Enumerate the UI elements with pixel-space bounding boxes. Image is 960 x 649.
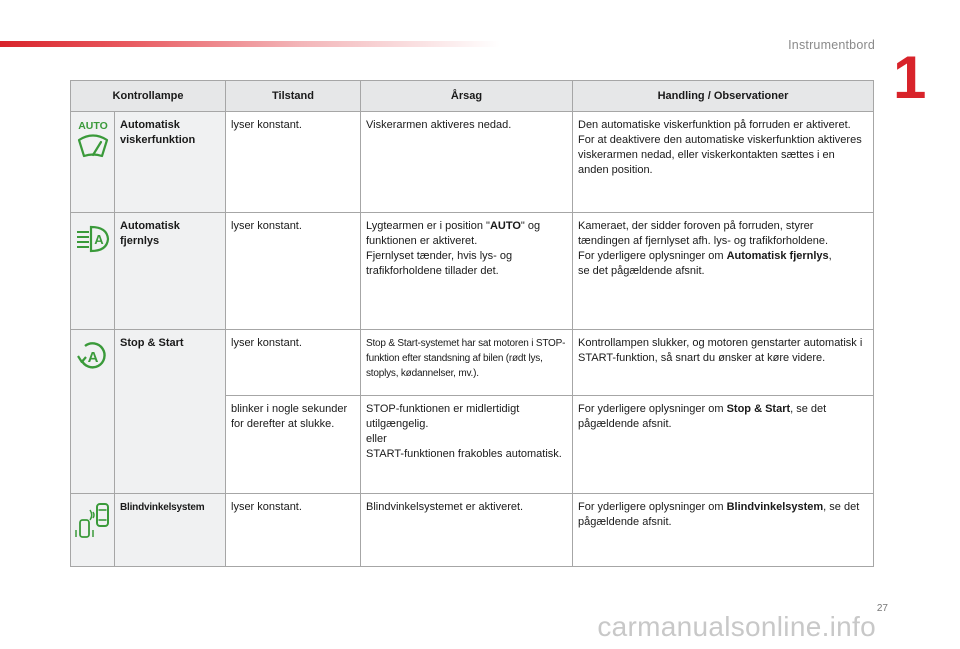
state-cell: lyser konstant. <box>226 112 361 213</box>
icon-cell <box>71 330 115 494</box>
header-accent-bar <box>0 41 500 47</box>
action-reference: Blindvinkelsystem <box>726 501 824 513</box>
action-reference: Stop & Start <box>726 403 791 415</box>
header-arsag: Årsag <box>361 81 573 112</box>
action-text-end: , se det pågældende afsnit. <box>578 403 827 430</box>
action-cell <box>573 213 874 330</box>
action-text-end: , se det pågældende afsnit. <box>578 250 832 277</box>
cause-cell: STOP-funktionen er midlertidigt utilgængelig. eller START-funktionen frakobles automatisk. <box>361 396 573 494</box>
cause-cell: Viskerarmen aktiveres nedad. <box>361 112 573 213</box>
action-cell <box>573 494 874 567</box>
lamp-name: Stop & Start <box>115 330 226 494</box>
state-cell: lyser konstant. <box>226 213 361 330</box>
header-handling: Handling / Observationer <box>573 81 874 112</box>
warning-lamp-table <box>70 80 874 567</box>
header-kontrollampe: Kontrollampe <box>71 81 226 112</box>
action-cell: Kontrollampen slukker, og motoren genstarter automatisk i START-funktion, så snart du ønsker at køre videre. <box>573 330 874 396</box>
icon-cell <box>71 213 115 330</box>
state-cell: lyser konstant. <box>226 330 361 396</box>
blind-spot-icon <box>73 500 113 540</box>
stop-start-a-label: A <box>87 349 98 366</box>
action-text: For yderligere oplysninger om <box>578 501 727 513</box>
icon-cell <box>71 494 115 567</box>
lamp-name: Automatisk fjernlys <box>115 213 226 330</box>
lamp-name: Automatisk viskerfunktion <box>115 112 226 213</box>
cause-cell <box>361 213 573 330</box>
action-cell: Den automatiske viskerfunktion på forruden er aktiveret. For at deaktivere den automatiske viskerfunktion aktiveres viskerarmen nedad, eller viskerkontakten sættes i en anden position. <box>573 112 874 213</box>
action-text: For yderligere oplysninger om <box>578 403 727 415</box>
section-title: Instrumentbord <box>788 38 875 52</box>
table-row <box>71 494 874 567</box>
cause-text-end: " og funktionen er aktiveret. Fjernlyset tænder, hvis lys- og trafikforholdene tillader det. <box>366 220 541 277</box>
action-reference: Automatisk fjernlys <box>726 250 829 262</box>
stop-start-icon <box>73 336 113 376</box>
table-row <box>71 112 874 213</box>
table-row <box>71 213 874 330</box>
action-text: Kameraet, der sidder foroven på forruden, styrer tændingen af fjernlyset afh. lys- og trafikforholdene. For yderligere oplysninger om <box>578 220 829 262</box>
auto-wiper-icon <box>73 118 113 164</box>
beam-a-label: A <box>93 232 104 247</box>
state-cell: lyser konstant. <box>226 494 361 567</box>
auto-high-beam-icon <box>73 219 113 255</box>
table-row <box>71 330 874 396</box>
action-cell <box>573 396 874 494</box>
icon-cell <box>71 112 115 213</box>
watermark: carmanualsonline.info <box>597 611 876 642</box>
cause-cell: Blindvinkelsystemet er aktiveret. <box>361 494 573 567</box>
page-number: 27 <box>876 603 888 614</box>
chapter-number: 1 <box>893 44 927 111</box>
lamp-name: Blindvinkelsystem <box>115 494 226 567</box>
state-cell: blinker i nogle sekunder for derefter at slukke. <box>226 396 361 494</box>
auto-label: AUTO <box>77 120 108 132</box>
cause-text: Lygtearmen er i position " <box>366 220 490 232</box>
cause-auto-emphasis: AUTO <box>489 220 521 232</box>
table-header-row <box>71 81 874 112</box>
header-tilstand: Tilstand <box>226 81 361 112</box>
action-text-end: , se det pågældende afsnit. <box>578 501 860 528</box>
cause-cell: Stop & Start-systemet har sat motoren i STOP-funktion efter standsning af bilen (rødt lys, stoplys, kødannelser, mv.). <box>361 330 573 396</box>
